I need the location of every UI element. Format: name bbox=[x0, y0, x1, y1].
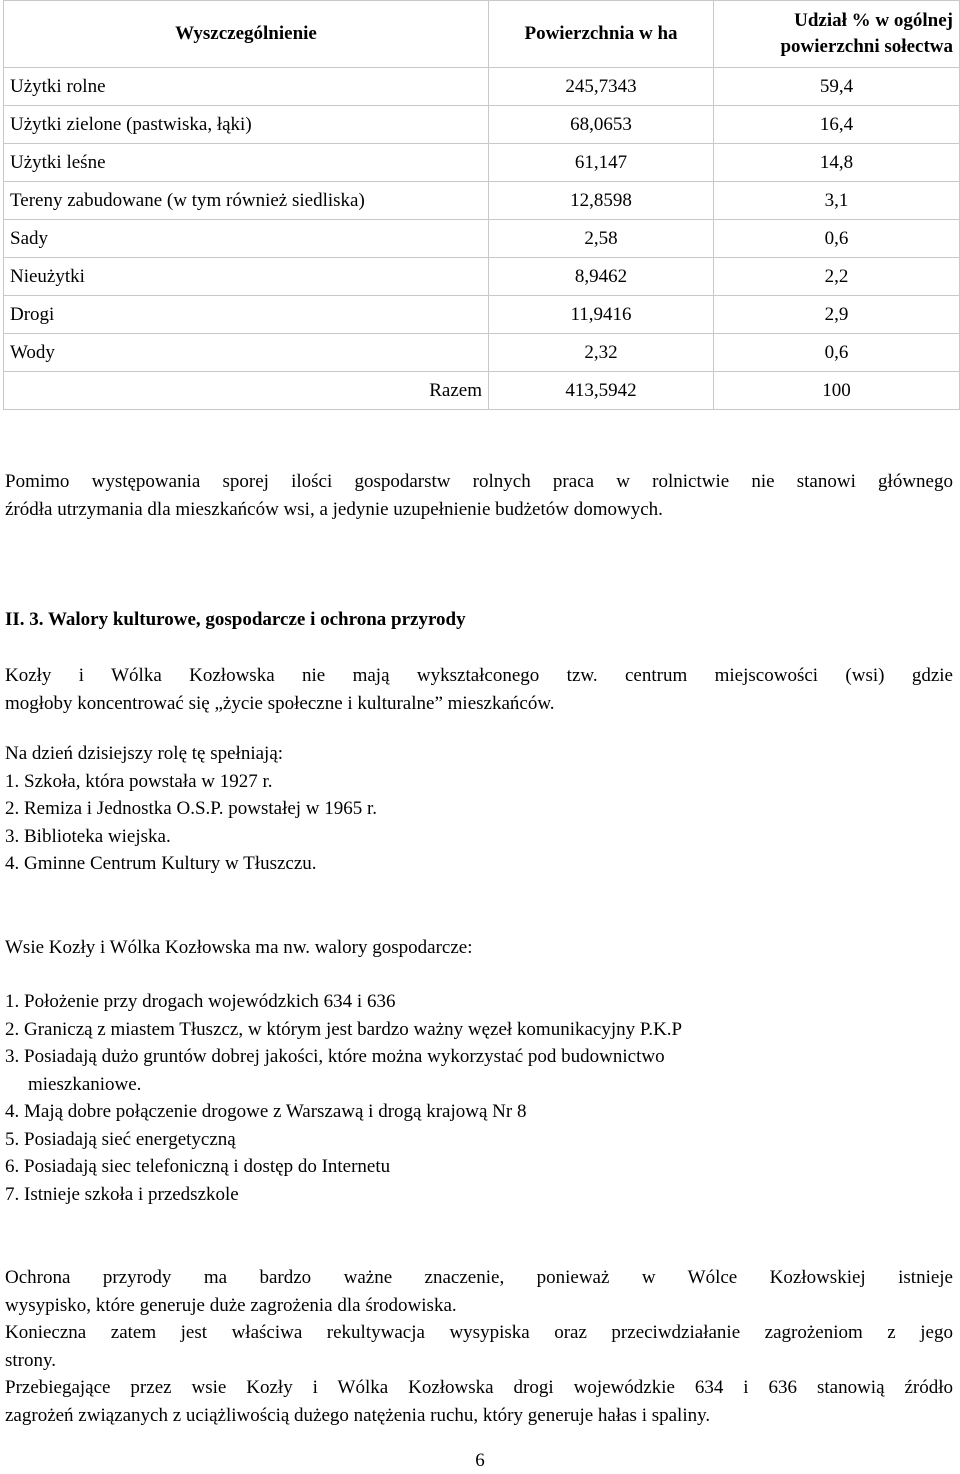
row-category: Nieużytki bbox=[4, 258, 489, 296]
row-share: 2,9 bbox=[714, 296, 960, 334]
row-area: 8,9462 bbox=[489, 258, 714, 296]
list-item: 7. Istnieje szkoła i przedszkole bbox=[5, 1183, 239, 1205]
row-category: Użytki leśne bbox=[4, 144, 489, 182]
nature-line: Konieczna zatem jest właściwa rekultywacja wysypiska oraz przeciwdziałanie zagrożeniom z jego bbox=[5, 1322, 953, 1343]
list-item: 2. Graniczą z miastem Tłuszcz, w którym jest bardzo ważny węzeł komunikacyjny P.K.P bbox=[5, 1018, 683, 1040]
list-item: 4. Gminne Centrum Kultury w Tłuszczu. bbox=[5, 853, 317, 874]
econ-intro: Wsie Kozły i Wólka Kozłowska ma nw. walory gospodarcze: bbox=[5, 937, 473, 958]
intro-paragraph bbox=[5, 468, 953, 523]
table-row bbox=[4, 182, 960, 220]
nature-line: zagrożeń związanych z uciążliwością dużego natężenia ruchu, który generuje hałas i spaliny. bbox=[5, 1404, 711, 1426]
nature-line: Przebiegające przez wsie Kozły i Wólka Kozłowska drogi wojewódzkie 634 i 636 stanowią źródło bbox=[5, 1377, 953, 1398]
row-category: Użytki rolne bbox=[4, 68, 489, 106]
header-area: Powierzchnia w ha bbox=[489, 1, 714, 68]
row-share: 0,6 bbox=[714, 334, 960, 372]
list-item: 5. Posiadają sieć energetyczną bbox=[5, 1128, 236, 1150]
row-share: 59,4 bbox=[714, 68, 960, 106]
table-row bbox=[4, 258, 960, 296]
row-category: Użytki zielone (pastwiska, łąki) bbox=[4, 106, 489, 144]
row-area: 11,9416 bbox=[489, 296, 714, 334]
table-row bbox=[4, 220, 960, 258]
table-row bbox=[4, 106, 960, 144]
nature-line: wysypisko, które generuje duże zagrożenia dla środowiska. bbox=[5, 1294, 457, 1316]
list-item: 6. Posiadają siec telefoniczną i dostęp do Internetu bbox=[5, 1156, 391, 1177]
row-area: 61,147 bbox=[489, 144, 714, 182]
header-category: Wyszczególnienie bbox=[4, 1, 489, 68]
nature-line: Ochrona przyrody ma bardzo ważne znaczenie, ponieważ w Wólce Kozłowskiej istnieje bbox=[5, 1267, 953, 1288]
row-area: 68,0653 bbox=[489, 106, 714, 144]
total-area: 413,5942 bbox=[489, 372, 714, 410]
row-area: 12,8598 bbox=[489, 182, 714, 220]
list-item: 2. Remiza i Jednostka O.S.P. powstałej w 1965 r. bbox=[5, 798, 378, 819]
table-row bbox=[4, 144, 960, 182]
culture-line: mogłoby koncentrować się „życie społeczne i kulturalne” mieszkańców. bbox=[5, 692, 555, 714]
row-share: 0,6 bbox=[714, 220, 960, 258]
total-label: Razem bbox=[4, 372, 489, 410]
nature-line: strony. bbox=[5, 1349, 57, 1371]
list-item: 4. Mają dobre połączenie drogowe z Warszawą i drogą krajową Nr 8 bbox=[5, 1101, 527, 1122]
row-category: Sady bbox=[4, 220, 489, 258]
row-area: 245,7343 bbox=[489, 68, 714, 106]
list-item: 1. Położenie przy drogach wojewódzkich 634 i 636 bbox=[5, 991, 396, 1012]
row-category: Wody bbox=[4, 334, 489, 372]
list-item: 3. Biblioteka wiejska. bbox=[5, 825, 171, 847]
culture-line: Kozły i Wólka Kozłowska nie mają wykształconego tzw. centrum miejscowości (wsi) gdzie bbox=[5, 665, 953, 686]
intro-line: Pomimo występowania sporej ilości gospodarstw rolnych praca w rolnictwie nie stanowi głównego bbox=[5, 471, 953, 492]
table-total-row bbox=[4, 372, 960, 410]
table-row bbox=[4, 296, 960, 334]
row-share: 16,4 bbox=[714, 106, 960, 144]
intro-line: źródła utrzymania dla mieszkańców wsi, a jedynie uzupełnienie budżetów domowych. bbox=[5, 498, 663, 520]
list-item: 1. Szkoła, która powstała w 1927 r. bbox=[5, 770, 273, 792]
row-share: 3,1 bbox=[714, 182, 960, 220]
table-row bbox=[4, 68, 960, 106]
list-item-continuation: mieszkaniowe. bbox=[28, 1073, 142, 1095]
list-item: 3. Posiadają dużo gruntów dobrej jakości, które można wykorzystać pod budownictwo bbox=[5, 1046, 665, 1067]
culture-paragraph bbox=[5, 662, 953, 717]
page-number: 6 bbox=[475, 1450, 485, 1471]
row-category: Tereny zabudowane (w tym również siedliska) bbox=[4, 182, 489, 220]
header-share: Udział % w ogólnej powierzchni sołectwa bbox=[714, 1, 960, 68]
role-list bbox=[5, 740, 953, 878]
land-use-table bbox=[3, 0, 960, 410]
row-area: 2,58 bbox=[489, 220, 714, 258]
nature-paragraphs bbox=[5, 1264, 953, 1429]
row-share: 14,8 bbox=[714, 144, 960, 182]
role-intro: Na dzień dzisiejszy rolę tę spełniają: bbox=[5, 743, 284, 764]
row-category: Drogi bbox=[4, 296, 489, 334]
econ-list bbox=[5, 988, 953, 1208]
section-heading: II. 3. Walory kulturowe, gospodarcze i ochrona przyrody bbox=[5, 609, 466, 630]
total-share: 100 bbox=[714, 372, 960, 410]
table-row bbox=[4, 334, 960, 372]
table-header-row bbox=[4, 1, 960, 68]
row-share: 2,2 bbox=[714, 258, 960, 296]
row-area: 2,32 bbox=[489, 334, 714, 372]
